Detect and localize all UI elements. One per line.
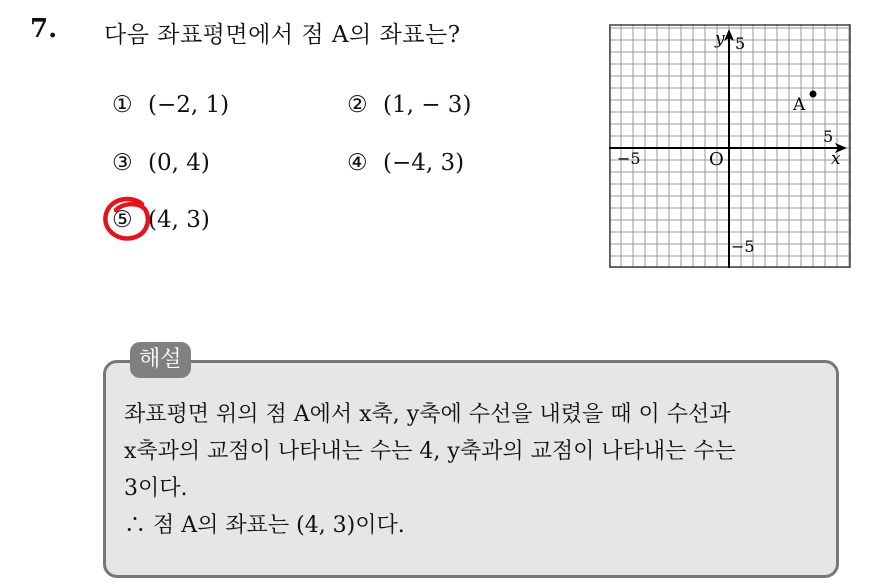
y-tick-neg5: −5 — [731, 237, 755, 256]
coordinate-plane — [609, 24, 851, 268]
solution-line-3: 3이다. — [124, 476, 188, 501]
question-text: 다음 좌표평면에서 점 A의 좌표는? — [104, 22, 461, 48]
choice-4-value: (−4, 3) — [383, 150, 465, 176]
x-tick-neg5: −5 — [617, 149, 641, 168]
question-number: 7. — [30, 14, 58, 44]
choice-1[interactable] — [112, 92, 229, 118]
choice-2-value: (1, − 3) — [383, 92, 472, 118]
choice-2[interactable] — [347, 92, 471, 118]
choice-1-mark: ① — [112, 92, 133, 118]
choice-4-mark: ④ — [347, 150, 368, 176]
x-tick-5: 5 — [823, 127, 834, 146]
solution-line-4: ∴ 점 A의 좌표는 (4, 3)이다. — [124, 513, 405, 538]
choice-5-value: (4, 3) — [148, 207, 210, 233]
choice-2-mark: ② — [347, 92, 368, 118]
y-axis-label: y — [715, 29, 725, 49]
answer-circle-mark — [102, 196, 152, 242]
point-a — [810, 91, 817, 98]
choice-3[interactable] — [112, 150, 210, 176]
y-tick-5: 5 — [735, 34, 746, 53]
solution-line-2: x축과의 교점이 나타내는 수는 4, y축과의 교점이 나타내는 수는 — [124, 439, 736, 464]
origin-label: O — [709, 149, 724, 170]
solution-line-1: 좌표평면 위의 점 A에서 x축, y축에 수선을 내렸을 때 이 수선과 — [124, 402, 731, 427]
solution-text — [124, 396, 828, 544]
point-a-label: A — [793, 95, 806, 115]
choice-5-mark: ⑤ — [112, 207, 133, 233]
choice-1-value: (−2, 1) — [148, 92, 230, 118]
choice-3-value: (0, 4) — [148, 150, 210, 176]
choice-3-mark: ③ — [112, 150, 133, 176]
choice-4[interactable] — [347, 150, 464, 176]
x-axis-label: x — [831, 149, 841, 169]
solution-tag: 해설 — [130, 342, 191, 378]
